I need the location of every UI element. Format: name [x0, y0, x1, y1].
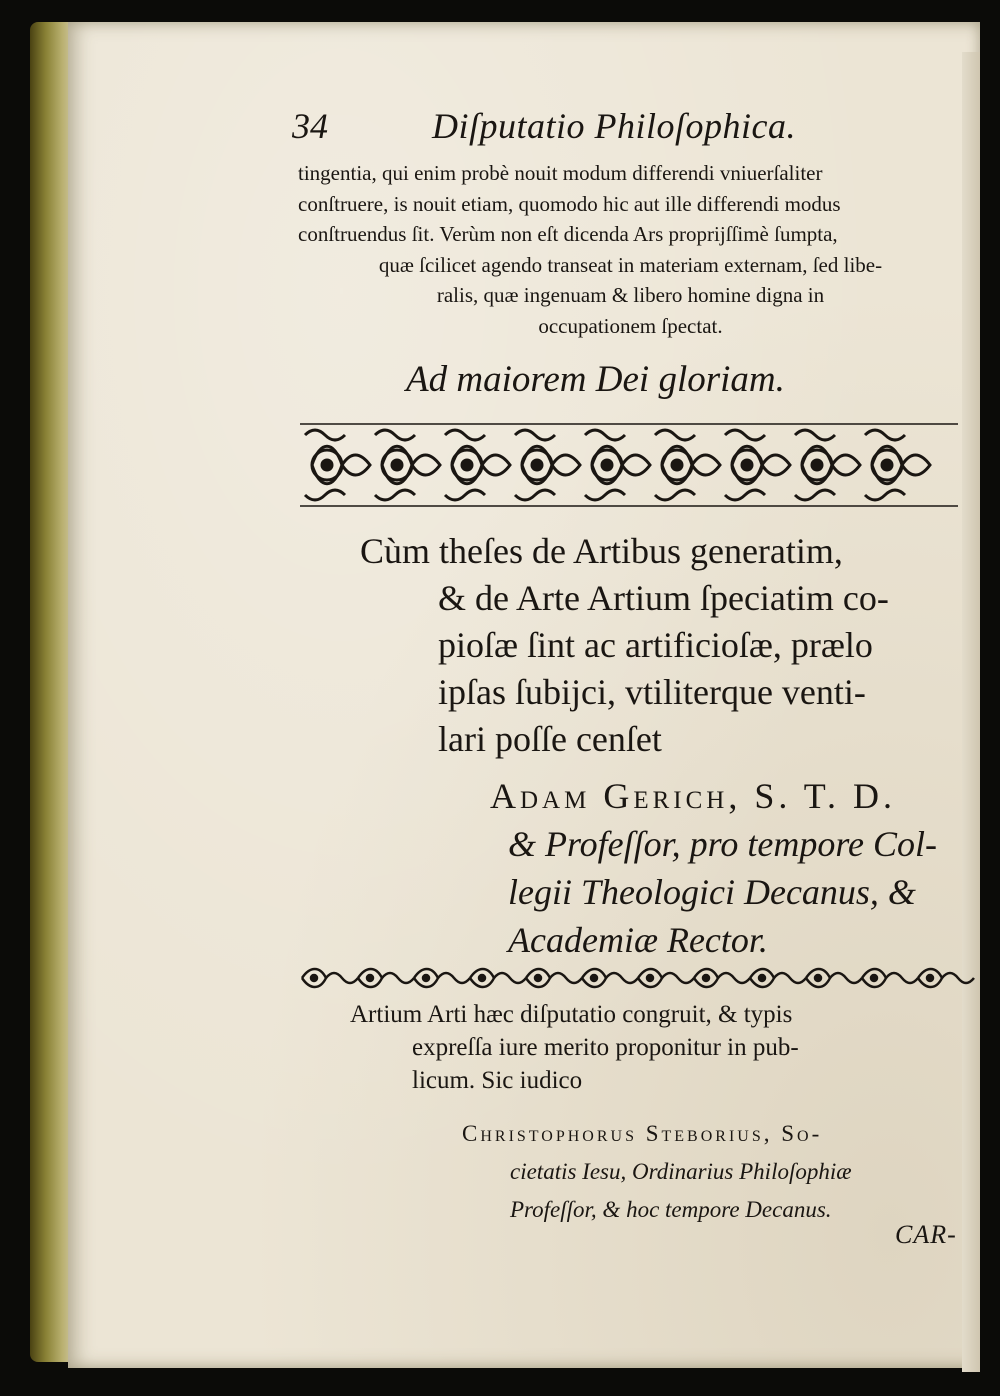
- ornamental-border-large: [300, 420, 958, 510]
- running-title: Diſputatio Philoſophica.: [432, 106, 796, 146]
- text-line: Academiæ Rector.: [508, 920, 768, 960]
- text-line: ipſas ſubijci, vtiliterque venti-: [438, 672, 866, 712]
- text-line: Christophorus Steborius, So-: [462, 1121, 823, 1146]
- text-line: & de Arte Artium ſpeciatim co-: [438, 578, 889, 618]
- closing-paragraph: [298, 158, 963, 342]
- text-line: & Profeſſor, pro tempore Col-: [508, 824, 937, 864]
- text-line: Artium Arti hæc diſputatio congruit, & typis: [350, 1001, 793, 1028]
- text-line: legii Theologici Decanus, &: [508, 872, 916, 912]
- text-line: ralis, quæ ingenuam & libero homine digna in: [436, 283, 825, 308]
- text-line: conſtruere, is nouit etiam, quomodo hic aut ille differendi modus: [298, 191, 841, 216]
- text-line: quæ ſcilicet agendo transeat in materiam externam, ſed libe-: [378, 252, 883, 277]
- censure-text: [360, 528, 930, 763]
- text-line: occupationem ſpectat.: [538, 313, 723, 338]
- text-line: Cùm theſes de Artibus generatim,: [360, 531, 843, 571]
- doxology-line: Ad maiorem Dei gloriam.: [406, 359, 785, 400]
- text-line: Profeſſor, & hoc tempore Decanus.: [510, 1197, 832, 1222]
- signature-dean: [462, 1115, 982, 1229]
- text-line: licum. Sic iudico: [412, 1067, 583, 1094]
- page-number: 34: [292, 106, 328, 146]
- text-line: cietatis Iesu, Ordinarius Philoſophiæ: [510, 1159, 852, 1184]
- catchword: CAR-: [895, 1220, 957, 1249]
- running-head: [292, 105, 892, 155]
- text-line: expreſſa iure merito proponitur in pub-: [412, 1034, 799, 1061]
- text-line: lari poſſe cenſet: [438, 719, 662, 759]
- text-line: conſtruendus ſit. Verùm non eſt dicenda Ars proprijſſimè ſumpta,: [298, 222, 838, 247]
- approval-text: [350, 998, 950, 1097]
- signatory-name: Adam Gerich, S. T. D.: [490, 776, 897, 816]
- text-line: pioſæ ſint ac artificioſæ, prælo: [438, 625, 873, 665]
- text-line: tingentia, qui enim probè nouit modum differendi vniuerſaliter: [298, 161, 823, 185]
- ornamental-border-small: [300, 964, 976, 992]
- signature-rector: [490, 772, 980, 964]
